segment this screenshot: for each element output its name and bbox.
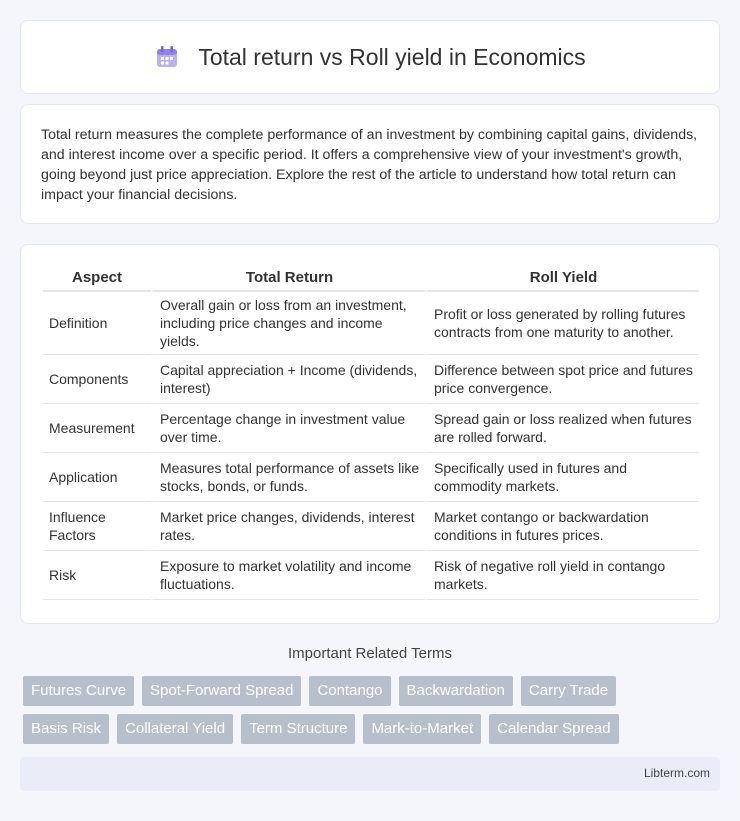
table-row <box>43 453 699 502</box>
row-total-return: Measures total performance of assets like stocks, bonds, or funds. <box>151 453 425 502</box>
row-aspect: Risk <box>43 551 151 600</box>
footer-brand-link[interactable]: Libterm.com <box>643 766 710 780</box>
related-terms-heading: Important Related Terms <box>288 645 452 662</box>
row-total-return: Percentage change in investment value over time. <box>151 404 425 453</box>
table-header-row <box>43 265 699 292</box>
header-total-return: Total Return <box>151 265 425 292</box>
table-row <box>43 551 699 600</box>
tag-row <box>23 714 723 744</box>
row-roll-yield: Profit or loss generated by rolling futures contracts from one maturity to another. <box>425 292 699 355</box>
tag-spot-forward-spread[interactable]: Spot-Forward Spread <box>142 676 301 706</box>
table-row <box>43 502 699 551</box>
page-title: Total return vs Roll yield in Economics <box>198 43 586 70</box>
tag-contango[interactable]: Contango <box>309 676 390 706</box>
header-aspect: Aspect <box>43 265 151 292</box>
tag-futures-curve[interactable]: Futures Curve <box>23 676 134 706</box>
footer <box>20 757 720 791</box>
tag-carry-trade[interactable]: Carry Trade <box>521 676 616 706</box>
calendar-icon <box>154 44 180 70</box>
row-aspect: Measurement <box>43 404 151 453</box>
row-aspect: Components <box>43 355 151 404</box>
tag-row <box>23 676 723 706</box>
row-total-return: Overall gain or loss from an investment, including price changes and income yields. <box>151 292 425 355</box>
tag-basis-risk[interactable]: Basis Risk <box>23 714 109 744</box>
row-total-return: Capital appreciation + Income (dividends, interest) <box>151 355 425 404</box>
row-roll-yield: Specifically used in futures and commodity markets. <box>425 453 699 502</box>
title-card <box>20 20 720 94</box>
row-aspect: Definition <box>43 292 151 355</box>
row-roll-yield: Difference between spot price and futures price convergence. <box>425 355 699 404</box>
row-total-return: Exposure to market volatility and income fluctuations. <box>151 551 425 600</box>
row-roll-yield: Risk of negative roll yield in contango markets. <box>425 551 699 600</box>
related-terms-tags <box>23 676 723 752</box>
row-roll-yield: Market contango or backwardation conditions in futures prices. <box>425 502 699 551</box>
comparison-table <box>43 265 699 600</box>
table-row <box>43 355 699 404</box>
intro-card <box>20 104 720 224</box>
comparison-table-card <box>20 244 720 624</box>
tag-mark-to-market[interactable]: Mark-to-Market <box>363 714 481 744</box>
table-row <box>43 404 699 453</box>
table-row <box>43 292 699 355</box>
tag-calendar-spread[interactable]: Calendar Spread <box>489 714 618 744</box>
tag-term-structure[interactable]: Term Structure <box>241 714 355 744</box>
tag-collateral-yield[interactable]: Collateral Yield <box>117 714 233 744</box>
tag-backwardation[interactable]: Backwardation <box>399 676 513 706</box>
header-roll-yield: Roll Yield <box>425 265 699 292</box>
intro-paragraph: Total return measures the complete performance of an investment by combining capital gains, dividends, and interest income over a specific period. It offers a comprehensive view of your investment's growth, going beyond just price appreciation. Explore the rest of the article to understand how total return can impact your financial decisions. <box>41 127 698 203</box>
row-total-return: Market price changes, dividends, interest rates. <box>151 502 425 551</box>
row-aspect: Application <box>43 453 151 502</box>
row-aspect: Influence Factors <box>43 502 151 551</box>
row-roll-yield: Spread gain or loss realized when futures are rolled forward. <box>425 404 699 453</box>
